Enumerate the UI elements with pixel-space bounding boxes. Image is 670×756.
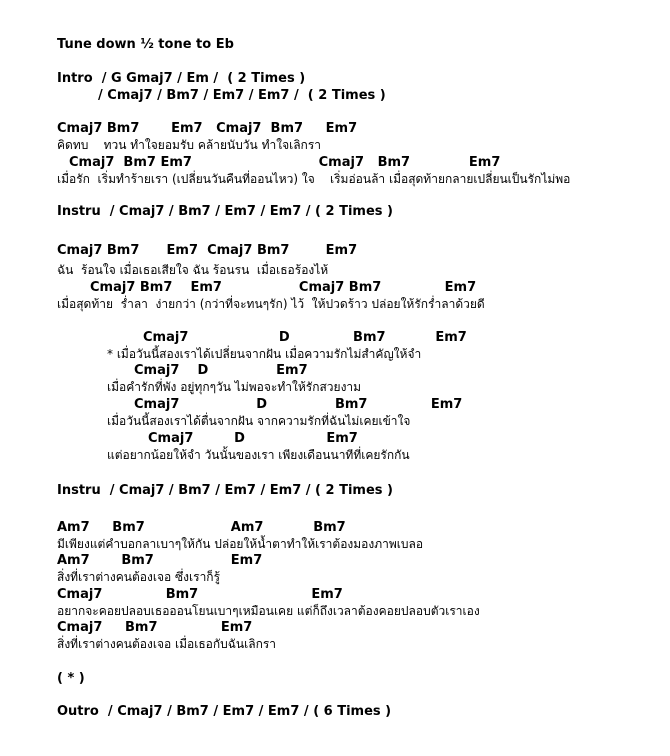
chorus-chords-2: Cmaj7 D Em7 (134, 363, 308, 378)
verse1-chords-1: Cmaj7 Bm7 Em7 Cmaj7 Bm7 Em7 (57, 121, 358, 136)
bridge-chords-4: Cmaj7 Bm7 Em7 (57, 620, 253, 635)
bridge-lyrics-3: อยากจะคอยปลอบเธอออนโยนเบาๆเหมือนเคย แต่ก็ถึงเวลาต้องคอยปลอบตัวเราเอง (57, 604, 480, 618)
bridge-chords-2: Am7 Bm7 Em7 (57, 553, 263, 568)
chorus-lyrics-4: แต่อยากน้อยให้จำ วันนั้นของเรา เพียงเดือนนาทีที่เคยรักกัน (107, 448, 410, 462)
bridge-lyrics-1: มีเพียงแต่คำบอกลาเบาๆให้กัน ปล่อยให้น้ำตาทำให้เราต้องมองภาพเบลอ (57, 537, 424, 551)
chorus-lyrics-3: เมื่อวันนี้สองเราได้ตื่นจากฝัน จากความรักที่ฉันไม่เคยเข้าใจ (107, 414, 411, 428)
bridge-chords-1: Am7 Bm7 Am7 Bm7 (57, 520, 346, 535)
chorus-chords-3: Cmaj7 D Bm7 Em7 (134, 397, 463, 412)
chorus-lyrics-2: เมื่อคำรักที่พัง อยู่ทุกๆวัน ไม่พอจะทำให้รักสวยงาม (107, 380, 362, 394)
verse2-chords-2: Cmaj7 Bm7 Em7 Cmaj7 Bm7 Em7 (90, 280, 477, 295)
verse1-lyrics-1: คิดทบ ทวน ทำใจยอมรับ คล้ายนับวัน ทำใจเลิกรา (57, 138, 322, 152)
verse2-lyrics-2: เมื่อสุดท้าย ร่ำลา ง่ายกว่า (กว่าที่จะทนๆรัก) ไว้ ให้ปวดร้าว ปล่อยให้รักร่ำลาด้วยดี (57, 297, 485, 311)
verse2-chords-1: Cmaj7 Bm7 Em7 Cmaj7 Bm7 Em7 (57, 243, 358, 258)
bridge-chords-3: Cmaj7 Bm7 Em7 (57, 587, 343, 602)
outro-line: Outro / Cmaj7 / Bm7 / Em7 / Em7 / ( 6 Times ) (57, 704, 392, 719)
bridge-lyrics-2: สิ่งที่เราต่างคนต้องเจอ ซึ่งเราก็รู้ (57, 570, 221, 584)
intro-line-1: Intro / G Gmaj7 / Em / ( 2 Times ) (57, 71, 306, 86)
verse2-lyrics-1: ฉัน ร้อนใจ เมื่อเธอเสียใจ ฉัน ร้อนรน เมื่อเธอร้องไห้ (57, 263, 329, 277)
instru-line-1: Instru / Cmaj7 / Bm7 / Em7 / Em7 / ( 2 Times ) (57, 204, 393, 219)
chorus-chords-1: Cmaj7 D Bm7 Em7 (143, 330, 467, 345)
chorus-chords-4: Cmaj7 D Em7 (148, 431, 358, 446)
chorus-lyrics-1: * เมื่อวันนี้สองเราได้เปลี่ยนจากฝัน เมื่อความรักไม่สำคัญให้จำ (107, 347, 422, 361)
verse1-lyrics-2: เมื่อรัก เริ่มทำร้ายเรา (เปลี่ยนวันคืนที่ออนไหว) ใจ เริ่มอ่อนล้า เมื่อสุดท้ายกลายเปลี่ยนเป็นรักไม่พอ (57, 172, 571, 186)
instru-line-2: Instru / Cmaj7 / Bm7 / Em7 / Em7 / ( 2 Times ) (57, 483, 393, 498)
verse1-chords-2: Cmaj7 Bm7 Em7 Cmaj7 Bm7 Em7 (69, 155, 501, 170)
intro-line-2: / Cmaj7 / Bm7 / Em7 / Em7 / ( 2 Times ) (98, 88, 386, 103)
tuning-note: Tune down ½ tone to Eb (57, 37, 234, 52)
repeat-chorus-mark: ( * ) (57, 671, 85, 686)
bridge-lyrics-4: สิ่งที่เราต่างคนต้องเจอ เมื่อเธอกับฉันเลิกรา (57, 637, 277, 651)
